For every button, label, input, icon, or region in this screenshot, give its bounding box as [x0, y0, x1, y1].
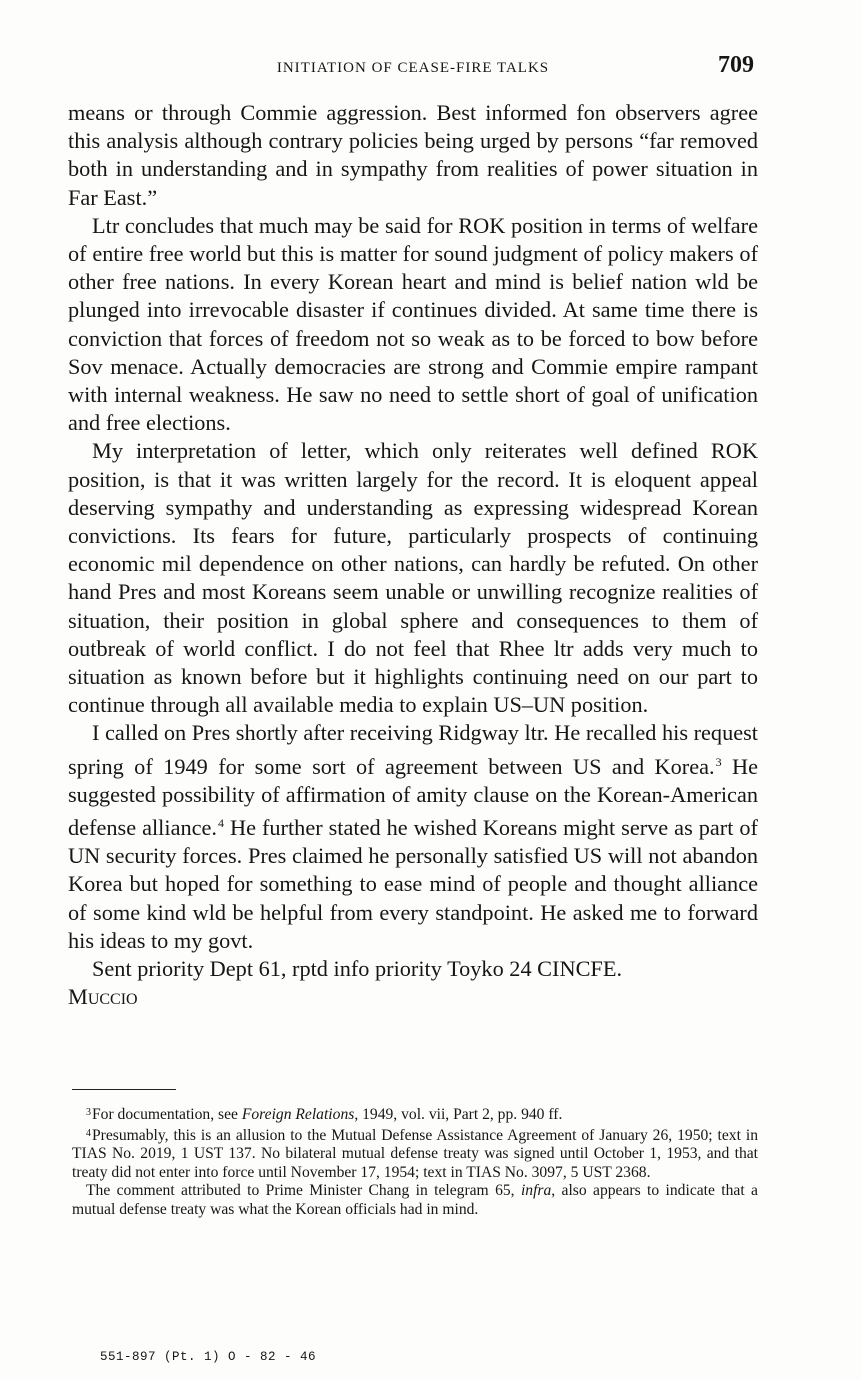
footnote-3: [72, 1104, 758, 1125]
footnote-ref-3: 3: [715, 754, 722, 769]
footnote-4-infra: infra: [520, 1182, 552, 1199]
footnote-3-text-a: For documentation, see: [92, 1106, 242, 1123]
page-number: 709: [718, 52, 754, 78]
paragraph-2: Ltr concludes that much may be said for ROK position in terms of welfare of entire free world but this is matter for sound judgment of policy makers of other free nations. In every Korean heart and mind is belief nation wld be plunged into irrevocable disaster if continues divided. At same time there is conviction that forces of freedom not so weak as to be forced to bow before Sov menace. Actually democracies are strong and Commie empire rampant with internal weakness. He saw no need to settle short of goal of unification and free elections.: [68, 212, 758, 436]
body-text: [68, 99, 758, 1012]
running-title: INITIATION OF CEASE-FIRE TALKS: [276, 60, 550, 76]
footnote-rule: [72, 1089, 176, 1090]
footnote-4-text: Presumably, this is an allusion to the Mutual Defense Assistance Agreement of January 26, 1950; text in TIAS No. 2019, 1 UST 137. No bilateral mutual defense treaty was signed until October 1, 1953, and that treaty did not enter into force until November 17, 1954; text in TIAS No. 3097, 5 UST 2368.: [72, 1126, 758, 1181]
paragraph-3: My interpretation of letter, which only reiterates well defined ROK position, is that it was written largely for the record. It is eloquent appeal deserving sympathy and understanding as expressing widespread Korean convictions. Its fears for future, particularly prospects of continuing economic mil dependence on other nations, can hardly be refuted. On other hand Pres and most Koreans seem unable or unwilling recognize realities of situation, their position in global sphere and consequences to them of outbreak of world conflict. I do not feel that Rhee ltr adds very much to situation as known before but it highlights continuing need on our part to continue through all available media to explain US–UN position.: [68, 438, 758, 718]
signature: Muccio: [68, 984, 138, 1010]
footnote-3-text-b: , 1949, vol. vii, Part 2, pp. 940 ff.: [354, 1106, 563, 1123]
paragraph-4-part-b: He suggested possibility of affirmation of amity clause on the Korean-American defense alliance.: [68, 753, 758, 841]
paragraph-4: [68, 719, 758, 955]
footnote-4-cont-a: The comment attributed to Prime Minister Chang in telegram 65,: [86, 1182, 521, 1199]
print-code: 551-897 (Pt. 1) O - 82 - 46: [100, 1350, 317, 1364]
paragraph-5: Sent priority Dept 61, rptd info priority Toyko 24 CINCFE.: [92, 956, 623, 982]
paragraph-4-part-a: I called on Pres shortly after receiving Ridgway ltr. He recalled his request spring of 1949 for some sort of agreement between US and Korea.: [68, 720, 758, 779]
footnote-4-number: 4: [86, 1127, 91, 1139]
footnote-ref-4: 4: [217, 816, 224, 831]
page-header: [68, 52, 758, 82]
footnotes: [72, 1104, 758, 1219]
paragraph-4-part-c: He further stated he wished Koreans might serve as part of UN security forces. Pres claimed he personally satisfied US will not abandon Korea but hoped for something to ease mind of people and thought alliance of some kind wld be helpful from every standpoint. He asked me to forward his ideas to my govt.: [68, 815, 758, 953]
footnote-4-cont-b: , also appears to indicate that a mutual defense treaty was what the Korean officials had in mind.: [72, 1182, 758, 1218]
footnote-4: [72, 1125, 758, 1183]
footnote-3-title: Foreign Relations: [241, 1106, 355, 1123]
paragraph-1: means or through Commie aggression. Best informed fon observers agree this analysis although contrary policies being urged by persons “far removed both in understanding and in sympathy from realities of power situation in Far East.”: [68, 100, 758, 210]
footnote-4-continuation: [72, 1182, 758, 1219]
footnote-3-number: 3: [86, 1107, 91, 1118]
